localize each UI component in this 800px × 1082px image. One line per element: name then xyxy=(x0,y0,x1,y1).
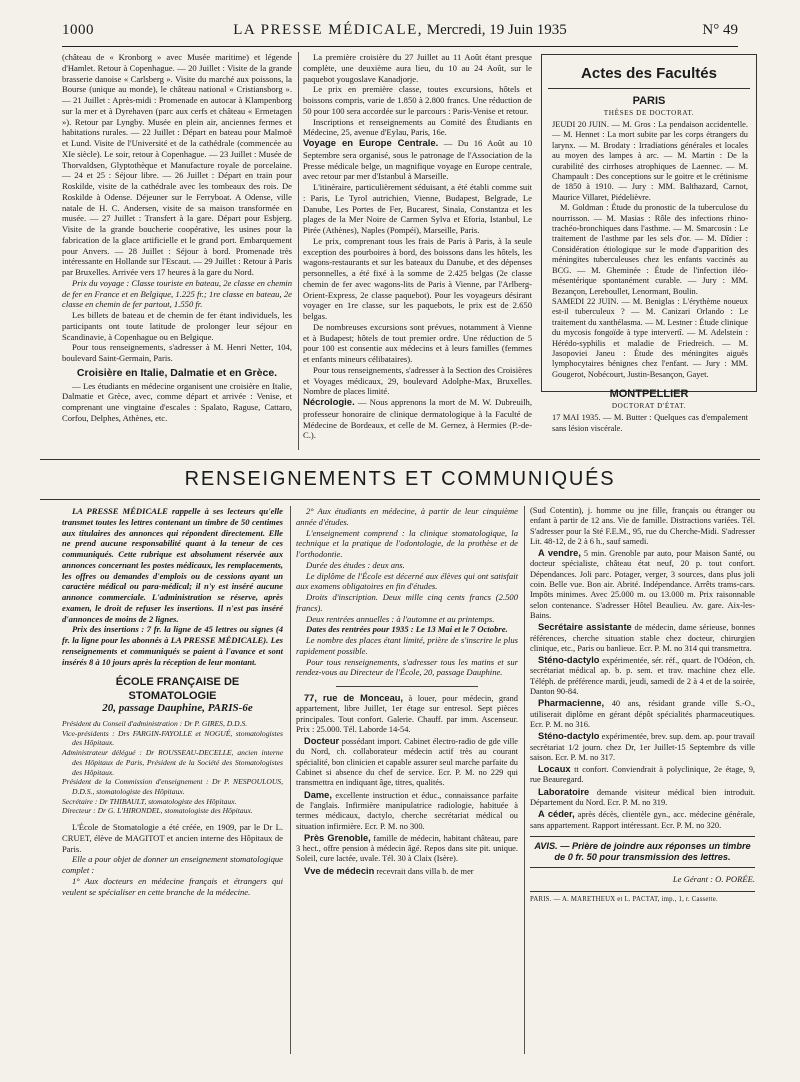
ad-lead: Dame, xyxy=(304,789,332,800)
paragraph: (château de « Kronborg » avec Musée maritime) et légende d'Hamlet. Retour à Copenhague. — 20 Juillet : Visite de la grande brasserie danoise « Carlsberg ». Visite du marché aux poissons, la Bourse (unique au monde), le château national « Cristiansborg ». — 21 Juillet : Après-midi : Promenade en autocar à Klampenborg sur la mer et à Dyrehaven (parc aux cerfs et château « Ermetagen »). Retour par Lyngby. Musée en plein air, anciennes fermes et habitations rurales. — 22 Juillet : Départ en bateau pour Malmoë et Lund. Visite de l'Université et de la cathédrale (commencée au XIe siècle). Le soir, retour à Copenhague. — 23 Juillet : Musée de Thorvaldsen, Glyptothèque et Manufacture royale de porcelaine. — 24 et 25 : Séjour libre. — 26 Juillet : Départ en train pour Roskilde, visite de la cathédrale avec les tombeaux des rois. De Roskilde à Odense. Déjeuner sur le Ferryboat. A Odense, ville natale de H. C. Andersen, visite de sa maison transformée en musée. — 27 Juillet : Transfert à la gare. Départ pour Esbjerg. Visite de la grande boucherie coopérative, les usines pour la fabrication de la glace artificielle et le grand port. Embarquement pour Anvers. — 28 Juillet : Séjour à bord. Promenade très intéressante en Hollande sur l'Escaut. — 29 Juillet : Retour à Paris par Bruxelles. Arrivée vers 17 heures à la gare du Nord. xyxy=(62,52,292,277)
issue-date: Mercredi, 19 Juin 1935 xyxy=(426,22,567,38)
gerant-signature: Le Gérant : O. PORÉE. xyxy=(672,873,755,884)
ad-lead: Docteur xyxy=(304,736,340,747)
ad-text: après décès, clientèle gyn., acc. médecine générale, sans appartement. Rapport intéressant. Ecr. P. M. no 320. xyxy=(530,810,755,830)
ad-text: 40 ans, résidant grande ville S.-O., utiliserait diplôme en gérant dépôt spécialités pharmaceutiques. Ecr. P. M. no 316. xyxy=(530,699,756,729)
ad-text: à louer, pour médecin, grand appartement, libre Juillet, 1er étage sur entresol. Sept pièces principales. Tout confort. Galerie. Chauff. par imm. Ascenseur. Prix : 25.000. Tél. Laborde 14-54. xyxy=(296,694,518,734)
paragraph: 2° Aux étudiants en médecine, à partir de leur cinquième année d'études. xyxy=(296,506,518,527)
paragraph: Elle a pour objet de donner un enseignement stomatologique complet : xyxy=(62,854,283,876)
paragraph: — Les étudiants en médecine organisent une croisière en Italie, Dalmatie et Grèce, avec, comme départ et arrivée : Venise, et comprenant une vingtaine d'escales : Spalato, Raguse, Cattaro, Corfou, Delphes, Athènes, etc. xyxy=(62,380,292,423)
classified-ad xyxy=(530,622,755,654)
paragraph: — Nous apprenons la mort de M. W. Dubreuilh, professeur honoraire de clinique dermatologique à la Faculté de Médecine de Bordeaux, et celle de M. Gernez, à Hermies (P.-de-C.). xyxy=(303,397,532,441)
ad-lead: Pharmacienne, xyxy=(538,698,605,709)
section-heading: Voyage en Europe Centrale. xyxy=(303,138,439,149)
section-rule xyxy=(40,499,760,500)
classified-ad xyxy=(530,698,755,730)
column-bottom-2 xyxy=(296,506,518,878)
paragraph: Droits d'inscription. Deux mille cinq cents francs (2.500 francs). xyxy=(296,592,518,613)
paragraph: Pour tous renseignements, s'adresser tous les matins et sur rendez-vous au Directeur de l'École, 20, passage Dauphine. xyxy=(296,656,518,678)
column-top-1 xyxy=(62,52,292,424)
admin-entry: Administrateur délégué : Dr ROUSSEAU-DECELLE, ancien interne des Hôpitaux de Paris, Président de la Société des Stomatologistes des Hôpitaux. xyxy=(62,748,283,777)
ad-text: 5 min. Grenoble par auto, pour Maison Santé, ou docteur spécialiste, château état neuf, 20 p. tout confort. Dépendances. Joli parc. Potager, verger, 3 sources, dans plus joli coin. Belle vue. Bon air. Abrité. Indépendance. Arrêts trams-cars. Impôts minimes. Avec 25.000 m. ou 13.000 m. Prix raisonnable selon contenance. S'adresser Hôtel Beaulieu. Av. gare. Aix-les-Bains. xyxy=(530,549,755,620)
column-divider xyxy=(524,506,525,1054)
divider xyxy=(548,88,750,89)
these-heading: DOCTORAT D'ÉTAT. xyxy=(611,402,687,411)
ad-lead: Locaux xyxy=(538,764,571,775)
ad-lead: Sténo-dactylo xyxy=(538,655,600,666)
section-heading: Croisière en Italie, Dalmatie et en Grèce. xyxy=(76,366,278,379)
paragraph: L'École de Stomatologie a été créée, en 1909, par le Dr L. CRUET, élève de MAGITOT et ancien interne des Hôpitaux de Paris. xyxy=(62,822,283,854)
ad-lead: Vve de médecin xyxy=(304,865,375,876)
paragraph: L'itinéraire, particulièrement séduisant, a été établi comme suit : Paris, Le Tyrol autrichien, Vienne, Budapest, Belgrade, Le Danube, Les Portes de Fer, Bucarest, Sinaïa, Constantza et les plages de la Mer Noire de Carmen Sylva et Eforia, Istanbul, Le Pirée (Athènes), Naples (Pompéi), Marseille, Paris. xyxy=(303,182,532,235)
paragraph: Durée des études : deux ans. xyxy=(306,559,405,570)
classified-ad xyxy=(296,693,518,735)
classified-ad xyxy=(530,548,755,621)
montpellier-theses xyxy=(542,410,756,434)
divider xyxy=(530,891,755,892)
ad-text: demande visiteur médical bien introduit. Département du Nord. Ecr. P. M. no 319. xyxy=(530,787,756,808)
classified-ad xyxy=(530,731,755,763)
column-bottom-1 xyxy=(62,506,283,897)
classified-ad xyxy=(296,833,518,865)
these-entry: JEUDI 20 JUIN. — M. Gros : La pendaison accidentelle. — M. Hennet : La mort subite par les corps étrangers du larynx. — M. Brodaty : Irradiations générales et locales au moyen des lampes à arc. — M. Martin : De la curabilité des cirrhoses atrophiques de Laennec. — M. Champault : Des conceptions sur le goitre et le crétinisme de 1850 à 1910. — Jury : MM. Balthazard, Carnot, Maurice Villaret, Piédelièvre. xyxy=(552,120,748,202)
ad-text: expérimentée, brev. sup. dem. ap. pour travail secrétariat 1/2 journ. chez Dr, 1er Juillet-15 Septembre ds ville saison. Ecr. P. M. no 317. xyxy=(530,732,755,762)
school-administration xyxy=(62,719,283,816)
page-number: 1000 xyxy=(62,22,94,38)
column-top-2 xyxy=(303,52,532,441)
these-entry: SAMEDI 22 JUIN. — M. Beniglas : L'érythème noueux est-il tuberculeux ? — M. Canizari Orlando : Le traitement du xanthélasma. — M. Lestner : Étude clinique du mycosis fongoïde à type intervertî. — M. Adelstein : Hérédo-syphilis et maladie de Friedreich. — M. Jasopoviei Janeu : Étude des méningites aiguës lymphocytaires bénignes chez l'enfant. — Jury : MM. Gougerot, Nobécourt, Justin-Besançon, Gayet. xyxy=(552,296,748,379)
admin-entry: Président du Conseil d'administration : Dr P. GIRES, D.D.S. xyxy=(62,719,248,728)
paragraph: Le prix en première classe, toutes excursions, hôtels et boissons compris, varie de 1.850 à 2.800 francs. Une réduction de 50 pour 100 sera accordée sur le parcours : Paris-Venise et retour. xyxy=(303,84,532,116)
divider xyxy=(530,867,755,868)
ad-text: recevrait dans villa b. de mer xyxy=(376,866,474,876)
ad-text: tt confort. Conviendrait à polyclinique, 2e étage, 9, rue Beauregard. xyxy=(530,765,755,785)
admin-entry: Directeur : Dr G. L'HIRONDEL, stomatologiste des Hôpitaux. xyxy=(62,806,253,816)
classified-ad xyxy=(296,866,518,877)
issue-number: N° 49 xyxy=(702,22,738,38)
ad-lead: 77, rue de Monceau, xyxy=(304,693,404,703)
admin-entry: Président de la Commission d'enseignement : Dr P. NESPOULOUS, D.D.S., stomatologiste des Hôpitaux. xyxy=(62,777,283,796)
ad-lead: Secrétaire assistante xyxy=(538,622,632,633)
running-title xyxy=(62,22,738,39)
paris-theses xyxy=(542,117,756,380)
ad-lead: Laboratoire xyxy=(538,786,590,797)
paragraph: 1° Aux docteurs en médecine français et étrangers qui veulent se spécialiser en cette branche de la médecine. xyxy=(62,875,283,897)
paragraph: Inscriptions et renseignements au Comité des Étudiants en Médecine, 25, avenue d'Eylau, Paris, 16e. xyxy=(303,116,532,138)
admin-entry: Vice-présidents : Drs FARGIN-FAYOLLE et NOGUÉ, stomatologistes des Hôpitaux. xyxy=(62,728,283,748)
paragraph: Le prix, comprenant tous les frais de Paris à Paris, à la seule exception des pourboires à bord, des boissons dans les hôtels, les wagons-restaurants et sur les bateaux du Danube, et des dépenses personnelles, a été fixé à la somme de 2.425 belgas (2e classe chemin de fer avec wagons-lits de Paris à Vienne, par l'Arlberg-Orient-Express, 2e classe paquebot). Pour les voyageurs désirant voyager en 1re classe, sur les paquebots, le prix est de 2.650 belgas. xyxy=(303,235,532,321)
classified-ads xyxy=(296,693,518,877)
these-entry: 17 MAI 1935. — M. Butter : Quelques cas d'empalement sans lésion viscérale. xyxy=(552,413,748,433)
classified-ads xyxy=(530,506,755,831)
column-divider xyxy=(290,506,291,1054)
ad-lead: Sténo-dactylo xyxy=(538,731,600,742)
ad-lead: A vendre, xyxy=(538,548,581,559)
classified-ad xyxy=(530,787,755,809)
school-address: 20, passage Dauphine, PARIS-6e xyxy=(102,702,253,715)
column-divider xyxy=(298,52,299,450)
classified-ad xyxy=(530,809,755,831)
section-heading: Nécrologie. xyxy=(303,397,355,408)
admin-entry: Secrétaire : Dr THIBAULT, stomatologiste des Hôpitaux. xyxy=(62,796,237,806)
paragraph: Le nombre des places étant limité, prière de s'inscrire le plus rapidement possible. xyxy=(296,635,518,656)
column-bottom-3 xyxy=(530,506,755,905)
ad-text: de médecin, dame sérieuse, bonnes références, cherche situation stable chez docteur, chirurgien clinique, etc., Paris ou banlieue. Ecr. P. M. no 314 qui transmettra. xyxy=(530,623,756,653)
box-title: Actes des Facultés xyxy=(581,65,717,82)
page-header xyxy=(62,20,738,47)
city-heading: PARIS xyxy=(632,95,666,107)
insertion-prices: Prix des insertions : 7 fr. la ligne de 45 lettres ou signes (4 fr. la ligne pour les abonnés à LA PRESSE MÉDICALE). Les renseignements et communiqués se paient à l'avance et sont insérés 8 à 10 jours après la réception de leur montant. xyxy=(62,624,283,667)
school-name: ÉCOLE FRANÇAISE DE STOMATOLOGIE xyxy=(115,676,240,703)
divider xyxy=(336,686,478,687)
actes-facultes-box xyxy=(541,54,757,433)
ad-text: famille de médecin, habitant château, pare 3 hect., offre pension à médecin âgé. Repos dans site pit. unique. Soleil, cure lactée, uvale. Tél. 30 à Claix (Isère). xyxy=(296,833,518,864)
city-heading: MONTPELLIER xyxy=(609,388,689,401)
paragraph: Le diplôme de l'École est décerné aux élèves qui ont satisfait aux examens obligatoires en fin d'études. xyxy=(296,570,518,592)
ad-lead: Près Grenoble, xyxy=(304,832,371,843)
ad-text: expérimentée, sér. réf., quart. de l'Odéon, ch. secrétariat médical ap. b. p. sem. et trav. machine chez elle. Téléph. de préférence mardi, jeudi, samedi de 2 à 4 et de la soirée, Danton 90-84. xyxy=(530,656,756,697)
classified-ad xyxy=(530,655,755,697)
ad-lead: A céder, xyxy=(538,809,575,820)
section-rule xyxy=(40,459,760,460)
paragraph: Dates des rentrées pour 1935 : Le 13 Mai et le 7 Octobre. xyxy=(306,624,508,635)
these-heading: THÈSES DE DOCTORAT. xyxy=(603,109,695,117)
journal-title: LA PRESSE MÉDICALE, xyxy=(233,22,424,38)
ad-text: possédant import. Cabinet électro-radio de gde ville du Nord, ch. collaborateur médecin actif très au courant spécialité, bon clinicien et capable assurer seul marche parfaite du Cabinet si absence du chef de service. Ecr. P. M. no 229 qui transmettra en indiquant âge, titres, qualités. xyxy=(296,737,518,788)
notice-paragraph: LA PRESSE MÉDICALE rappelle à ses lecteurs qu'elle transmet toutes les lettres contenant un timbre de 50 centimes aux titulaires des annonces qui répondent directement. Elle ne prend aucune responsabilité quant à la teneur de ces communiqués. Cette rubrique est absolument réservée aux annonces concernant les postes médicaux, les remplacements, les offres ou demandes d'emplois ou de cessions ayant un caractère médical ou para-médical; il n'y est inséré aucune annonce commerciale. L'administration se réserve, après examen, le droit de refuser les insertions. Il n'est pas inséré d'annonces de moins de 2 lignes. xyxy=(62,506,283,624)
paragraph: Prix du voyage : Classe touriste en bateau, 2e classe en chemin de fer en France et en Belgique, 1.225 fr.; 1re classe en bateau, 2e classe en chemin de fer partout, 1.550 fr. xyxy=(62,277,292,310)
paragraph: Pour tous renseignements, s'adresser à M. Henri Netter, 104, boulevard Saint-Germain, Paris. xyxy=(62,342,292,363)
section-banner: RENSEIGNEMENTS ET COMMUNIQUÉS xyxy=(184,468,616,490)
avis-notice: AVIS. — Prière de joindre aux réponses un timbre de 0 fr. 50 pour transmission des lettres. xyxy=(534,840,751,862)
classified-ad xyxy=(296,736,518,788)
paragraph: Pour tous renseignements, s'adresser à la Section des Croisières et Voyages médicaux, 29, boulevard Adolphe-Max, Bruxelles. Nombre de places limité. xyxy=(303,364,532,397)
paragraph: Les billets de bateau et de chemin de fer étant individuels, les participants ont toute latitude de prolonger leur séjour en Scandinavie, à Copenhague ou en Belgique. xyxy=(62,310,292,342)
these-entry: M. Goldman : Étude du pronostic de la tuberculose du nourrisson. — M. Masias : Rôle des infections rhino-trachéo-bronchiques dans l'asthme. — M. Smarcosin : Le traitement de l'asthme par les sels d'or. — M. Dîdier : Considération étiologique sur le mode d'apparition des méningites tuberculeuses chez les enfants vaccinés au BCG. — M. Gheminée : Étude de l'infection iléo-mésentérique spontanément curable. — Jury : MM. Bezançon, Lereboullet, Lenormant, Boulin. xyxy=(552,203,748,296)
paragraph: De nombreuses excursions sont prévues, notamment à Vienne et à Budapest; hôtels de tout premier ordre. Une réduction de 5 pour 100 est consentie aux médecins et à leurs familles (femmes et enfants mineurs célibataires). xyxy=(303,321,532,364)
paragraph: L'enseignement comprend : la clinique stomatologique, la technique et la pratique de l'odontologie, de la prothèse et de l'orthodontie. xyxy=(296,527,518,559)
divider xyxy=(530,836,755,837)
paragraph: Deux rentrées annuelles : à l'automne et au printemps. xyxy=(306,613,495,624)
ad-text: excellente instruction et éduc., connaissance parfaite de l'anglais. Infirmière manipulatrice radiologie, habituée à termes médicaux, dactylo, cherche secrétariat médical ou situation infirmière. Ecr. P. M. no 300. xyxy=(296,790,518,831)
classified-ad xyxy=(530,764,755,786)
ad-continuation: (Sud Cotentin), j. homme ou jne fille, français ou étranger ou enfant à partir de 12 ans. Vie de famille. Distractions variées. Tél. S'adresser pour la Sté F.E.M., 95, rue du Cherche-Midi. S'adresser Lit. 48-12, de 2 à 6 h., sauf samedi. xyxy=(530,506,755,546)
printer-imprint: PARIS. — A. MARETHEUX et L. PACTAT, imp., 1, r. Cassette. xyxy=(530,895,718,903)
classified-ad xyxy=(296,790,518,832)
paragraph: La première croisière du 27 Juillet au 11 Août étant presque complète, une deuxième aura lieu, du 10 au 24 Août, sur le paquebot yougoslave Kanadjorje. xyxy=(303,52,532,84)
paragraph: — Du 16 Août au 10 Septembre sera organisé, sous le patronage de l'Association de la Presse médicale belge, un magnifique voyage en Europe centrale, avec retour par mer d'Istanbul à Marseille. xyxy=(303,138,532,182)
